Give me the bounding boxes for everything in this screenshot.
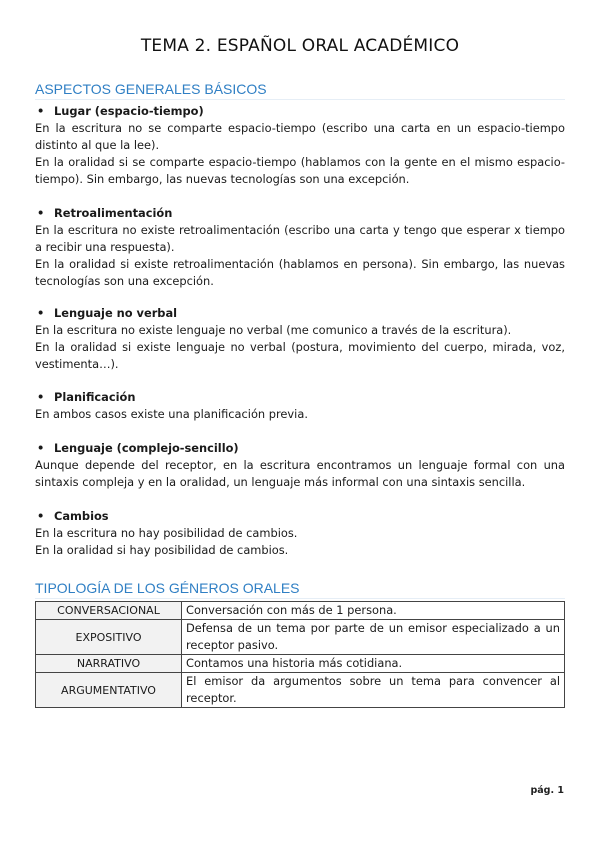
paragraph: En la escritura no existe lenguaje no verbal (me comunico a través de la escritura). xyxy=(35,323,512,337)
table-row xyxy=(36,673,565,708)
genre-type-cell: NARRATIVO xyxy=(36,655,182,673)
paragraph: En la oralidad si existe retroalimentación (hablamos en persona). Sin embargo, las nuevas tecnologías son una excepción. xyxy=(35,257,565,288)
item-complex-simple-language xyxy=(35,440,565,491)
item-place xyxy=(35,103,565,188)
bullet-heading: • Planificación xyxy=(37,390,136,404)
genre-type-cell: ARGUMENTATIVO xyxy=(36,673,182,708)
paragraph: En la escritura no se comparte espacio-tiempo (escribo una carta en un espacio-tiempo distinto al que la lee). xyxy=(35,121,565,152)
paragraph: En ambos casos existe una planificación previa. xyxy=(35,407,308,421)
genre-description-cell: Defensa de un tema por parte de un emisor especializado a un receptor pasivo. xyxy=(182,620,565,655)
genre-type-cell: CONVERSACIONAL xyxy=(36,602,182,620)
genre-description-cell: Contamos una historia más cotidiana. xyxy=(182,655,565,673)
table-row xyxy=(36,655,565,673)
genre-description-cell: El emisor da argumentos sobre un tema para convencer al receptor. xyxy=(182,673,565,708)
bullet-heading: • Lugar (espacio-tiempo) xyxy=(37,104,204,118)
item-nonverbal-language xyxy=(35,305,565,373)
genre-description-cell: Conversación con más de 1 persona. xyxy=(182,602,565,620)
paragraph: En la oralidad si hay posibilidad de cambios. xyxy=(35,543,289,557)
paragraph: En la oralidad si se comparte espacio-tiempo (hablamos con la gente en el mismo espacio-tiempo). Sin embargo, las nuevas tecnologías son una excepción. xyxy=(35,155,565,186)
bullet-icon: • xyxy=(37,104,45,118)
bullet-heading: • Lenguaje no verbal xyxy=(37,306,178,320)
bullet-icon: • xyxy=(37,441,45,455)
page-number: pág. 1 xyxy=(530,785,564,796)
paragraph: Aunque depende del receptor, en la escritura encontramos un lenguaje formal con una sintaxis compleja y en la oralidad, un lenguaje más informal con una sintaxis sencilla. xyxy=(35,458,565,489)
paragraph: En la escritura no hay posibilidad de cambios. xyxy=(35,526,298,540)
bullet-icon: • xyxy=(37,509,45,523)
item-changes xyxy=(35,508,565,559)
section-heading-general-aspects: ASPECTOS GENERALES BÁSICOS xyxy=(35,81,565,100)
bullet-icon: • xyxy=(37,306,45,320)
item-feedback xyxy=(35,205,565,290)
bullet-icon: • xyxy=(37,206,45,220)
oral-genres-table xyxy=(35,601,565,708)
bullet-heading: • Lenguaje (complejo-sencillo) xyxy=(37,441,239,455)
item-planning xyxy=(35,389,565,423)
section-heading-oral-genres: TIPOLOGÍA DE LOS GÉNEROS ORALES xyxy=(35,580,565,599)
genre-type-cell: EXPOSITIVO xyxy=(36,620,182,655)
paragraph: En la oralidad si existe lenguaje no verbal (postura, movimiento del cuerpo, mirada, voz, vestimenta…). xyxy=(35,340,565,371)
bullet-icon: • xyxy=(37,390,45,404)
table-row xyxy=(36,620,565,655)
bullet-heading: • Retroalimentación xyxy=(37,206,173,220)
table-row xyxy=(36,602,565,620)
bullet-heading: • Cambios xyxy=(37,509,109,523)
page-title: TEMA 2. ESPAÑOL ORAL ACADÉMICO xyxy=(140,36,460,56)
paragraph: En la escritura no existe retroalimentación (escribo una carta y tengo que esperar x tiempo a recibir una respuesta). xyxy=(35,223,565,254)
